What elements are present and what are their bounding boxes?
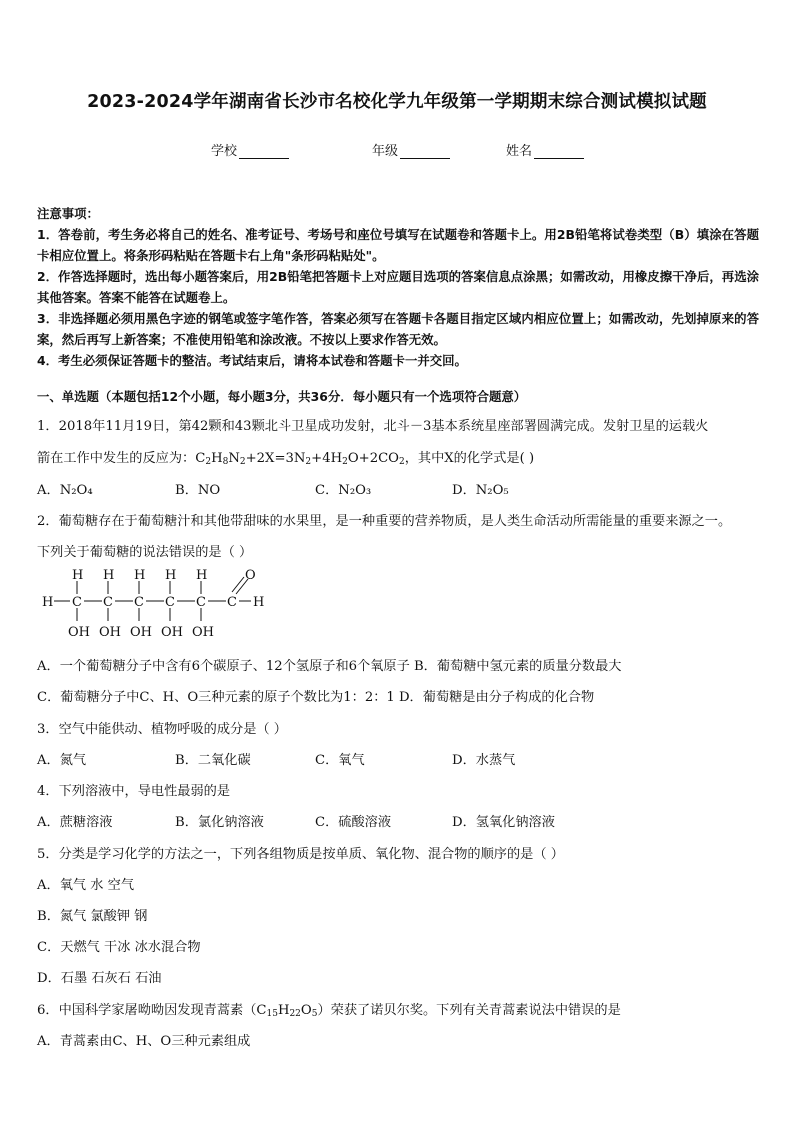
q6-option-a[interactable]: A．青蒿素由C、H、O三种元素组成 — [37, 1034, 251, 1049]
q4-option-d[interactable]: D．氢氧化钠溶液 — [452, 815, 555, 830]
q3-stem: 3．空气中能供动、植物呼吸的成分是（ ） — [37, 722, 287, 737]
q3-options — [37, 749, 757, 769]
note-item: 1．答卷前，考生务必将自己的姓名、准考证号、考场号和座位号填写在试题卷和答题卡上。用2B铅笔将试卷类型（B）填涂在答题卡相应位置上。将条形码粘贴在答题卡右上角"条形码粘贴处"。 — [37, 227, 759, 263]
q6-text-pre: 6．中国科学家屠呦呦因发现青蒿素（C — [37, 1003, 267, 1018]
section-heading: 一、单选题（本题包括12个小题，每小题3分，共36分．每小题只有一个选项符合题意） — [37, 389, 527, 404]
name-label: 姓名 — [506, 144, 533, 159]
q6-stem — [37, 999, 621, 1019]
q1-text-post: ，其中X的化学式是( ) — [404, 451, 535, 466]
exam-notes — [37, 203, 759, 371]
group-oh: OH — [99, 625, 121, 640]
q4-option-c[interactable]: C．硫酸溶液 — [315, 815, 392, 830]
exam-title: 2023-2024学年湖南省长沙市名校化学九年级第一学期期末综合测试模拟试题 — [87, 92, 707, 112]
q4-options — [37, 811, 757, 831]
note-item: 3．非选择题必须用黑色字迹的钢笔或签字笔作答，答案必须写在答题卡各题目指定区域内相应位置上；如需改动，先划掉原来的答案，然后再写上新答案；不准使用铅笔和涂改液。不按以上要求作答无效。 — [37, 311, 759, 347]
school-field[interactable] — [211, 140, 289, 159]
atom-c: C — [165, 595, 175, 610]
q1-stem-line1: 1．2018年11月19日，第42颗和43颗北斗卫星成功发射，北斗－3基本系统星座部署圆满完成。发射卫星的运载火 — [37, 419, 709, 434]
q5-option-c[interactable]: C．天燃气 干冰 冰水混合物 — [37, 940, 201, 955]
atom-h: H — [165, 568, 177, 583]
q1-option-d[interactable]: D．N₂O₅ — [452, 483, 509, 498]
q1-option-a[interactable]: A．N₂O₄ — [37, 483, 93, 498]
q5-stem: 5．分类是学习化学的方法之一，下列各组物质是按单质、氧化物、混合物的顺序的是（ ） — [37, 847, 564, 862]
atom-h: H — [72, 568, 84, 583]
q2-stem-line1: 2．葡萄糖存在于葡萄糖汁和其他带甜味的水果里，是一种重要的营养物质，是人类生命活动所需能量的重要来源之一。 — [37, 514, 732, 529]
q1-options — [37, 479, 757, 499]
q1-option-c[interactable]: C．N₂O₃ — [315, 483, 372, 498]
q5-option-a[interactable]: A．氧气 水 空气 — [37, 878, 135, 893]
name-field[interactable] — [506, 140, 584, 159]
group-oh: OH — [192, 625, 214, 640]
q5-option-b[interactable]: B．氮气 氯酸钾 钢 — [37, 909, 148, 924]
q3-option-c[interactable]: C．氧气 — [315, 753, 365, 768]
grade-field[interactable] — [372, 140, 450, 159]
q4-stem: 4．下列溶液中，导电性最弱的是 — [37, 784, 231, 799]
atom-h: H — [103, 568, 115, 583]
glucose-structure-diagram — [40, 565, 280, 645]
q1-option-b[interactable]: B．NO — [175, 483, 221, 498]
notes-heading: 注意事项： — [37, 206, 99, 221]
q3-option-d[interactable]: D．水蒸气 — [452, 753, 516, 768]
grade-label: 年级 — [372, 144, 399, 159]
atom-c: C — [72, 595, 82, 610]
group-oh: OH — [161, 625, 183, 640]
atom-c: C — [103, 595, 113, 610]
atom-c: C — [227, 595, 237, 610]
atom-h: H — [253, 595, 265, 610]
atom-o: O — [245, 568, 256, 583]
group-oh: OH — [68, 625, 90, 640]
q3-option-a[interactable]: A．氮气 — [37, 753, 87, 768]
q2-options-cd[interactable]: C．葡萄糖分子中C、H、O三种元素的原子个数比为1：2：1 D．葡萄糖是由分子构成的化合物 — [37, 690, 595, 705]
group-oh: OH — [130, 625, 152, 640]
q1-equation: $_2H_8N_2+2X=3N_2+4H_2O+2CO_2$ — [205, 451, 405, 467]
q2-options-ab[interactable]: A．一个葡萄糖分子中含有6个碳原子、12个氢原子和6个氧原子 B．葡萄糖中氢元素的质量分数最大 — [37, 659, 622, 674]
q1-stem-line2 — [37, 447, 534, 467]
student-info — [0, 140, 794, 160]
q3-option-b[interactable]: B．二氧化碳 — [175, 753, 251, 768]
q2-stem-line2: 下列关于葡萄糖的说法错误的是（ ） — [37, 545, 253, 560]
atom-c: C — [196, 595, 206, 610]
q1-text-pre: 箭在工作中发生的反应为：C — [37, 451, 206, 466]
q4-option-b[interactable]: B．氯化钠溶液 — [175, 815, 264, 830]
name-blank[interactable] — [534, 145, 584, 159]
q6-text-post: ）荣获了诺贝尔奖。下列有关青蒿素说法中错误的是 — [317, 1003, 621, 1018]
note-item: 2．作答选择题时，选出每小题答案后，用2B铅笔把答题卡上对应题目选项的答案信息点涂黑；如需改动，用橡皮擦干净后，再选涂其他答案。答案不能答在试题卷上。 — [37, 269, 759, 305]
q5-option-d[interactable]: D．石墨 石灰石 石油 — [37, 971, 162, 986]
note-item: 4．考生必须保证答题卡的整洁。考试结束后，请将本试卷和答题卡一并交回。 — [37, 353, 467, 368]
school-blank[interactable] — [239, 145, 289, 159]
grade-blank[interactable] — [400, 145, 450, 159]
atom-c: C — [134, 595, 144, 610]
school-label: 学校 — [211, 144, 238, 159]
atom-h: H — [196, 568, 208, 583]
q6-formula: $_{15}H_{22}O_5$ — [266, 1003, 318, 1019]
q4-option-a[interactable]: A．蔗糖溶液 — [37, 815, 113, 830]
atom-h: H — [134, 568, 146, 583]
atom-h: H — [42, 595, 54, 610]
